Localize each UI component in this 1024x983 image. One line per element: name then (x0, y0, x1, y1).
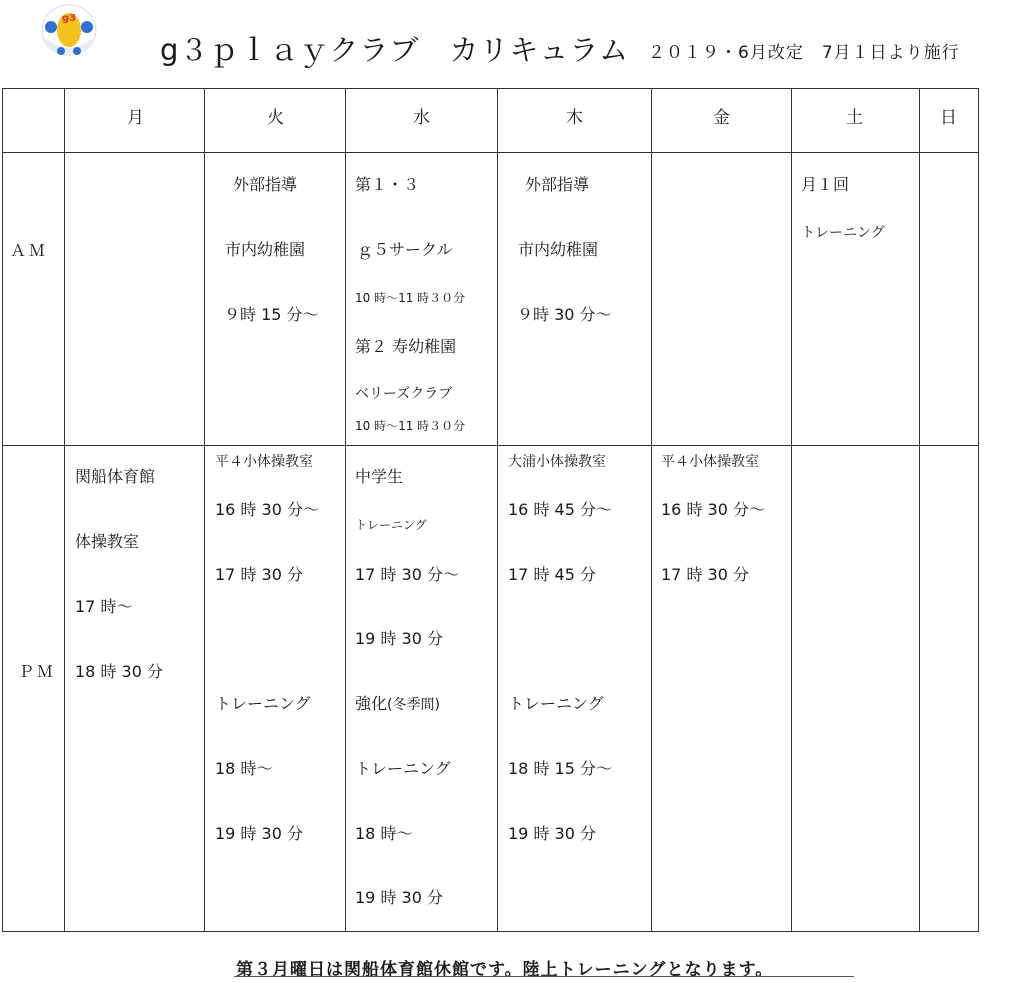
pm-wed-line-7: 18 時～ (355, 824, 413, 843)
am-wed-line-6: 10 時～11 時３０分 (355, 419, 466, 433)
pm-tue-line-6: 19 時 30 分 (215, 824, 303, 843)
revision-note: ２０１９・6月改定 7月１日より施行 (648, 43, 960, 63)
am-thu-line-3: ９時 30 分～ (517, 305, 612, 324)
pm-tue-line-1: 平４小体操教室 (215, 454, 313, 470)
pm-wed-line-2: トレーニング (355, 518, 427, 532)
am-sat-line-2: トレーニング (801, 225, 885, 241)
row-label-pm: ＰＭ (18, 662, 57, 681)
day-header-thu: 木 (566, 108, 583, 128)
day-header-sat: 土 (846, 108, 863, 128)
am-sat-line-1: 月１回 (801, 175, 850, 194)
pm-wed-reinforce-label: 強化 (355, 694, 388, 713)
pm-thu-line-5: 18 時 15 分～ (508, 759, 612, 778)
pm-wed-line-3: 17 時 30 分～ (355, 565, 459, 584)
am-tue-line-2: 市内幼稚園 (225, 240, 306, 259)
pm-thu-line-4: トレーニング (508, 694, 604, 713)
am-wed-line-2: ｇ５サークル (357, 240, 453, 259)
day-header-fri: 金 (713, 108, 730, 128)
pm-wed-winter-note: (冬季間) (387, 697, 440, 713)
pm-thu-line-1: 大浦小体操教室 (508, 454, 606, 470)
closure-notice: 第３月曜日は関船体育館休館です。陸上トレーニングとなります。 (236, 960, 774, 980)
day-header-tue: 火 (267, 108, 284, 128)
pm-mon-line-4: 18 時 30 分 (75, 662, 163, 681)
pm-mon-line-2: 体操教室 (75, 532, 140, 551)
page-title: g３ｐｌａｙクラブ カリキュラム (160, 33, 630, 67)
pm-tue-line-4: トレーニング (215, 694, 311, 713)
am-thu-line-2: 市内幼稚園 (518, 240, 599, 259)
am-wed-line-5: ベリーズクラブ (355, 386, 453, 402)
am-tue-line-1: 外部指導 (233, 175, 298, 194)
pm-tue-line-5: 18 時～ (215, 759, 273, 778)
pm-mon-line-3: 17 時～ (75, 597, 133, 616)
day-header-sun: 日 (940, 108, 957, 128)
pm-fri-line-2: 16 時 30 分～ (661, 500, 765, 519)
am-tue-line-3: ９時 15 分～ (224, 305, 319, 324)
pm-wed-line-4: 19 時 30 分 (355, 629, 443, 648)
am-wed-line-4: 第２ 寿幼稚園 (355, 337, 457, 356)
pm-wed-line-5 (355, 696, 440, 712)
pm-mon-line-1: 関船体育館 (75, 467, 156, 486)
pm-tue-line-2: 16 時 30 分～ (215, 500, 319, 519)
am-thu-line-1: 外部指導 (525, 175, 590, 194)
logo-mark-text: g3 (62, 13, 77, 24)
am-wed-line-3: 10 時～11 時３０分 (355, 291, 466, 305)
pm-fri-line-1: 平４小体操教室 (661, 454, 759, 470)
pm-tue-line-3: 17 時 30 分 (215, 565, 303, 584)
pm-thu-line-3: 17 時 45 分 (508, 565, 596, 584)
day-header-mon: 月 (127, 108, 144, 128)
pm-wed-line-1: 中学生 (355, 467, 404, 486)
pm-thu-line-6: 19 時 30 分 (508, 824, 596, 843)
am-wed-line-1: 第１・３ (355, 175, 420, 194)
footer-underline (234, 976, 854, 977)
pm-fri-line-3: 17 時 30 分 (661, 565, 749, 584)
row-label-am: ＡＭ (10, 241, 49, 260)
pm-wed-line-6: トレーニング (355, 759, 451, 778)
day-header-wed: 水 (413, 108, 430, 128)
pm-thu-line-2: 16 時 45 分～ (508, 500, 612, 519)
pm-wed-line-8: 19 時 30 分 (355, 888, 443, 907)
